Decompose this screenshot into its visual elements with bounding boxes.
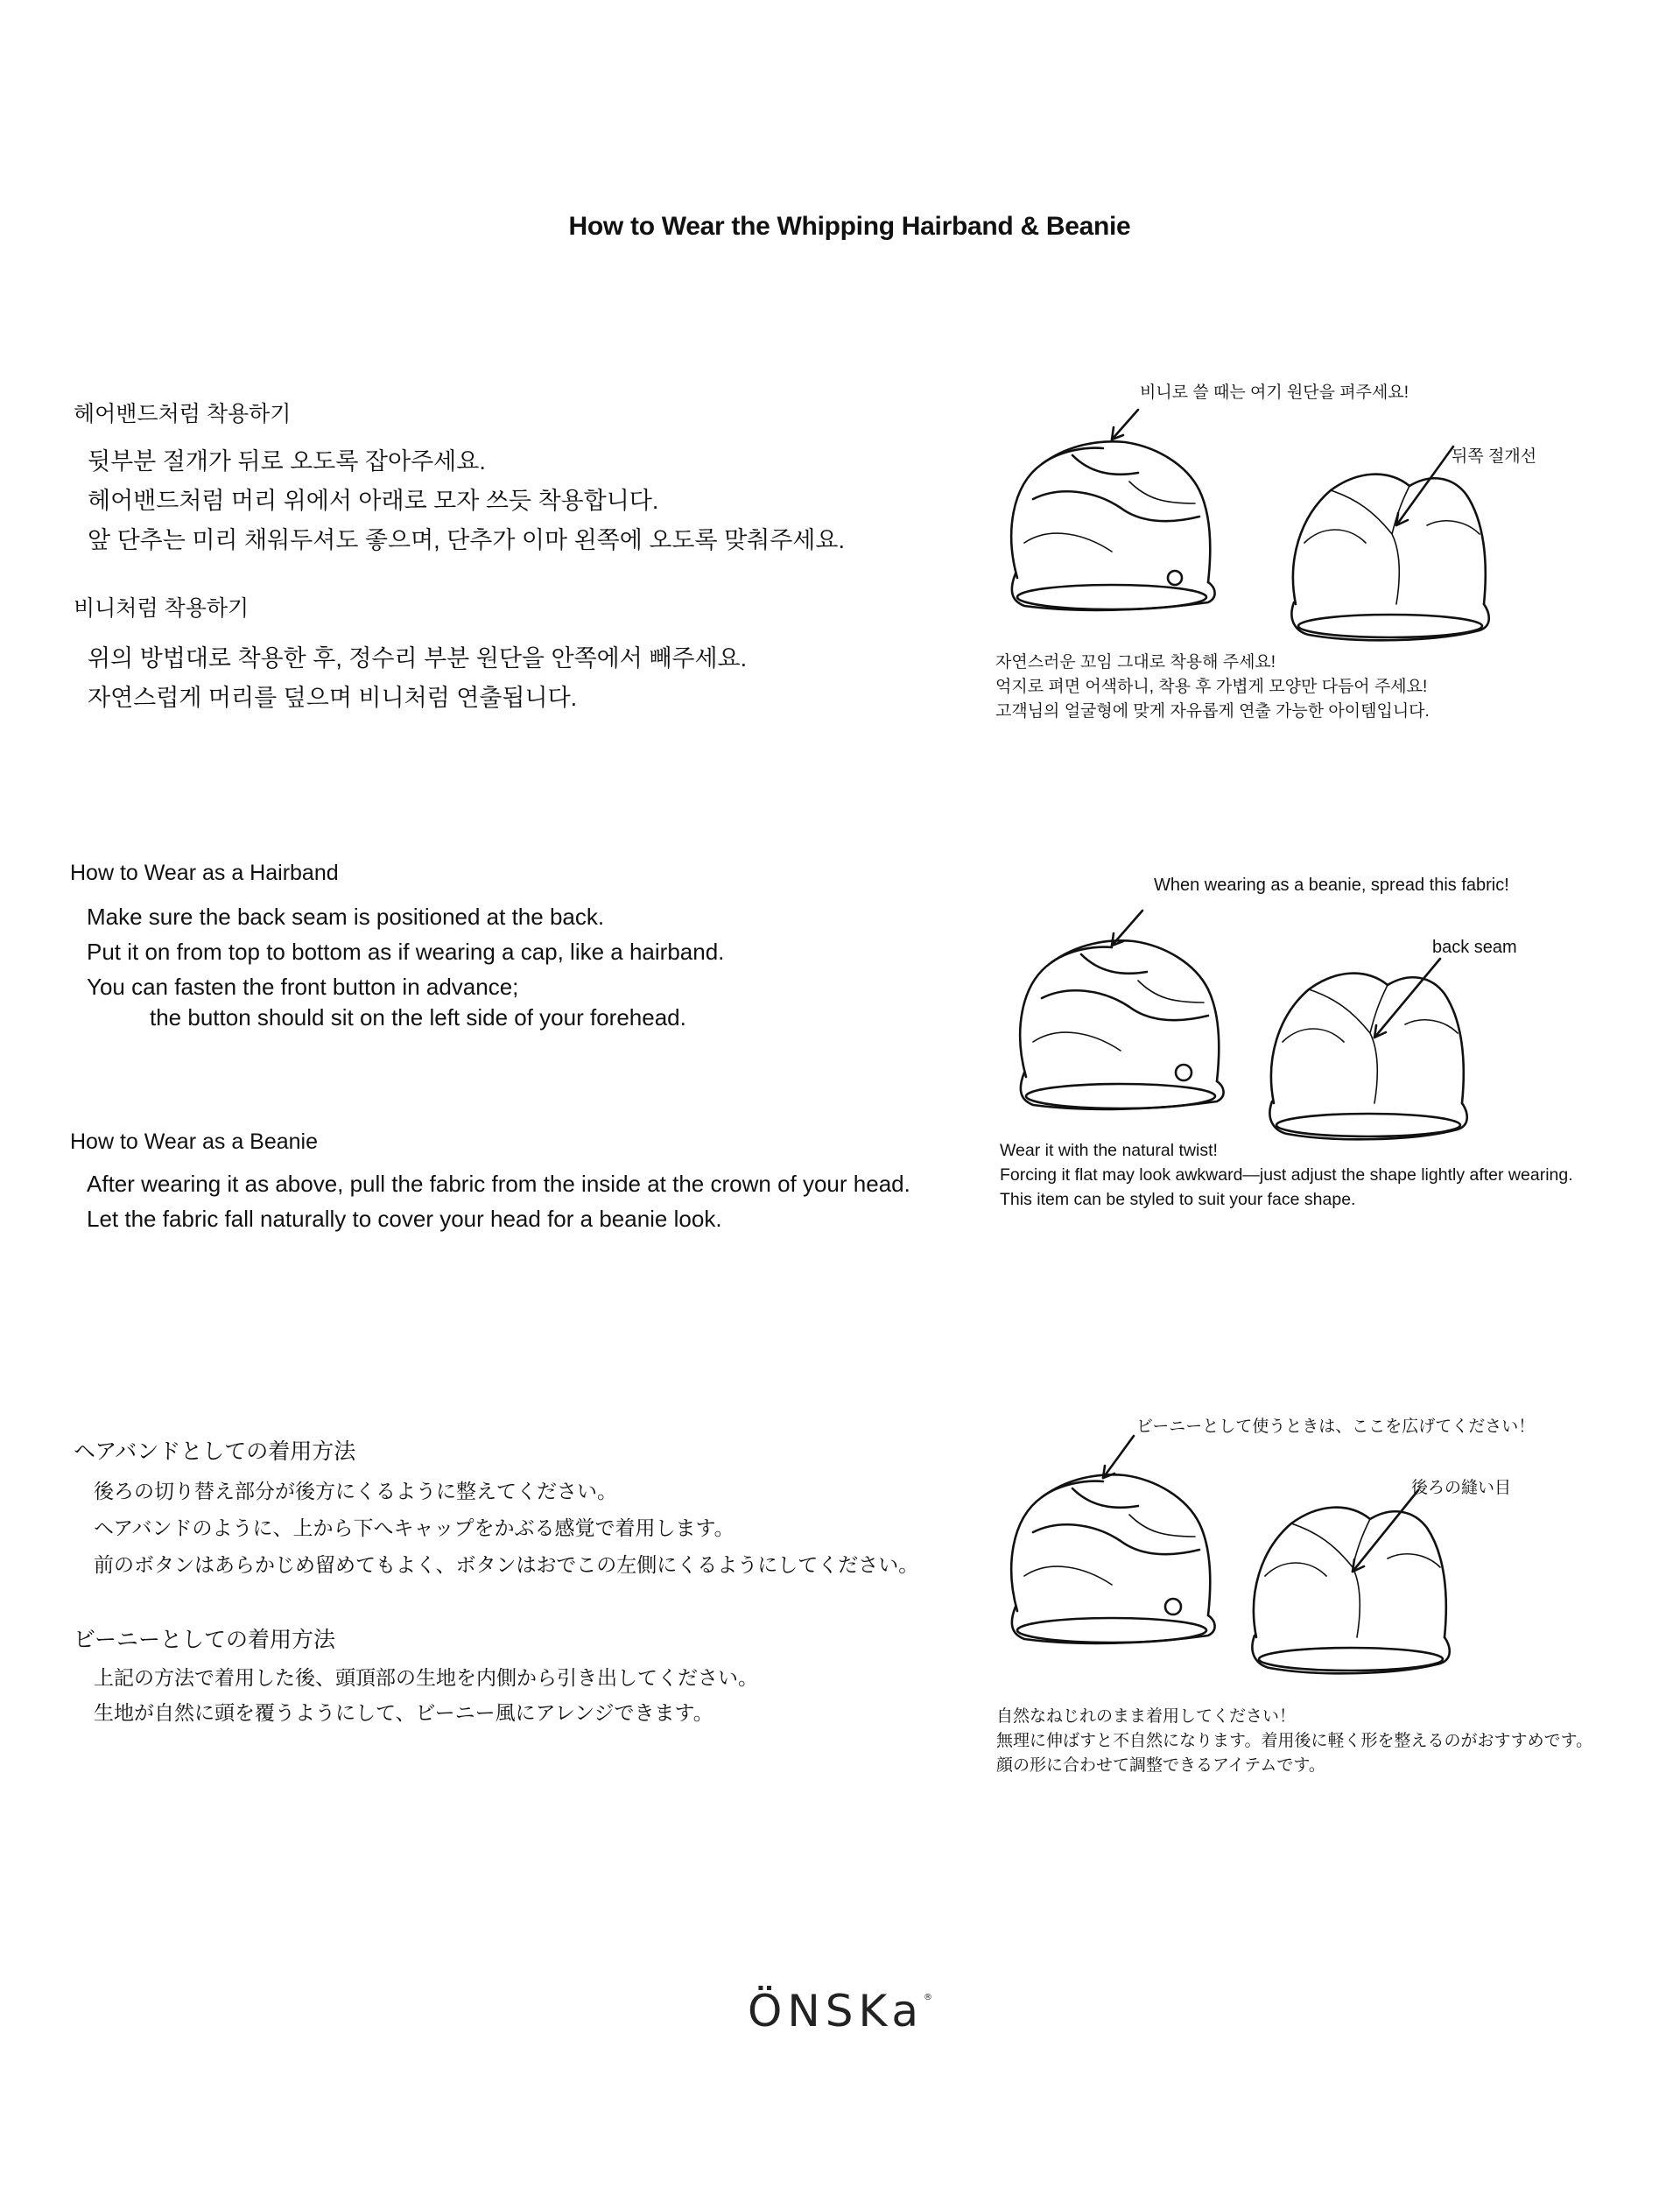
korean-note: 고객님의 얼굴형에 맞게 자유롭게 연출 가능한 아이템입니다. (995, 702, 1430, 721)
beanie-hat-drawing (1252, 1508, 1449, 1674)
japanese-note: 無理に伸ばすと不自然になります。着用後に軽く形を整えるのがおすすめです。 (996, 1732, 1593, 1750)
registered-mark: ® (924, 1993, 933, 2002)
brand-logo-text: ÖNSKa (747, 1986, 924, 2037)
fabric-arrow (1103, 1436, 1134, 1478)
japanese-callout-fabric: ビーニーとして使うときは、ここを広げてください！ (1136, 1418, 1536, 1436)
hat-illustration-english (998, 897, 1523, 1151)
seam-arrow (1353, 1490, 1418, 1572)
english-beanie-line: Let the fabric fall naturally to cover your head for a beanie look. (87, 1206, 722, 1232)
japanese-hairband-line: 後ろの切り替え部分が後方にくるように整えてください。 (94, 1480, 617, 1502)
korean-hairband-line: 앞 단추는 미리 채워두셔도 좋으며, 단추가 이마 왼쪽에 오도록 맞춰주세요. (88, 527, 845, 553)
page-title: How to Wear the Whipping Hairband & Beanie (568, 212, 1131, 241)
korean-beanie-line: 자연스럽게 머리를 덮으며 비니처럼 연출됩니다. (88, 685, 578, 711)
korean-note: 자연스러운 꼬임 그대로 착용해 주세요! (995, 653, 1276, 672)
japanese-beanie-line: 生地が自然に頭を覆うようにして、ビーニー風にアレンジできます。 (94, 1701, 713, 1724)
english-callout-fabric: When wearing as a beanie, spread this fabric! (1154, 876, 1509, 895)
english-beanie-heading: How to Wear as a Beanie (70, 1129, 319, 1154)
english-beanie-line: After wearing it as above, pull the fabric from the inside at the crown of your head. (87, 1171, 910, 1197)
japanese-note: 顔の形に合わせて調整できるアイテムです。 (996, 1756, 1325, 1775)
hairband-hat-drawing (1011, 1474, 1214, 1643)
english-hairband-line: You can fasten the front button in advance; (87, 974, 519, 1000)
japanese-hairband-line: ヘアバンドのように、上から下へキャップをかぶる感覚で着用します。 (94, 1516, 735, 1539)
korean-hairband-line: 뒷부분 절개가 뒤로 오도록 잡아주세요. (88, 448, 486, 475)
korean-callout-fabric: 비니로 쓸 때는 여기 원단을 펴주세요! (1140, 383, 1409, 402)
seam-arrow (1374, 959, 1440, 1038)
japanese-beanie-line: 上記の方法で着用した後、頭頂部の生地を内側から引き出してください。 (94, 1666, 758, 1689)
japanese-note: 自然なねじれのまま着用してください！ (996, 1707, 1297, 1726)
brand-logo (0, 1986, 1680, 2037)
hairband-hat-drawing (1020, 940, 1223, 1109)
korean-beanie-heading: 비니처럼 착용하기 (74, 596, 250, 621)
seam-arrow (1396, 447, 1453, 525)
english-hairband-line: Make sure the back seam is positioned at the back. (87, 904, 605, 930)
japanese-hairband-heading: ヘアバンドとしての着用方法 (74, 1439, 356, 1464)
english-note: Forcing it flat may look awkward—just adjust the shape lightly after wearing. (1000, 1165, 1573, 1185)
korean-note: 억지로 펴면 어색하니, 착용 후 가볍게 모양만 다듬어 주세요! (995, 678, 1428, 696)
hat-illustration-japanese (989, 1427, 1515, 1690)
japanese-beanie-heading: ビーニーとしての着用方法 (74, 1628, 336, 1652)
japanese-callout-seam: 後ろの縫い目 (1411, 1479, 1512, 1497)
english-hairband-line: the button should sit on the left side of your forehead. (150, 1004, 686, 1031)
korean-hairband-heading: 헤어밴드처럼 착용하기 (74, 402, 292, 426)
english-callout-seam: back seam (1432, 938, 1517, 957)
beanie-hat-drawing (1269, 974, 1466, 1140)
english-note: This item can be styled to suit your face shape. (1000, 1190, 1356, 1209)
fabric-arrow (1112, 410, 1138, 440)
english-hairband-heading: How to Wear as a Hairband (70, 861, 339, 885)
english-hairband-line: Put it on from top to bottom as if wearing a cap, like a hairband. (87, 939, 725, 965)
korean-beanie-line: 위의 방법대로 착용한 후, 정수리 부분 원단을 안쪽에서 빼주세요. (88, 645, 748, 672)
japanese-hairband-line: 前のボタンはあらかじめ留めてもよく、ボタンはおでこの左側にくるようにしてください。 (94, 1553, 919, 1576)
beanie-hat-drawing (1291, 475, 1488, 641)
korean-hairband-line: 헤어밴드처럼 머리 위에서 아래로 모자 쓰듯 착용합니다. (88, 488, 659, 514)
hat-illustration-korean (989, 403, 1515, 657)
hairband-hat-drawing (1011, 441, 1214, 610)
english-note: Wear it with the natural twist! (1000, 1141, 1218, 1160)
korean-callout-seam: 뒤쪽 절개선 (1452, 447, 1537, 466)
